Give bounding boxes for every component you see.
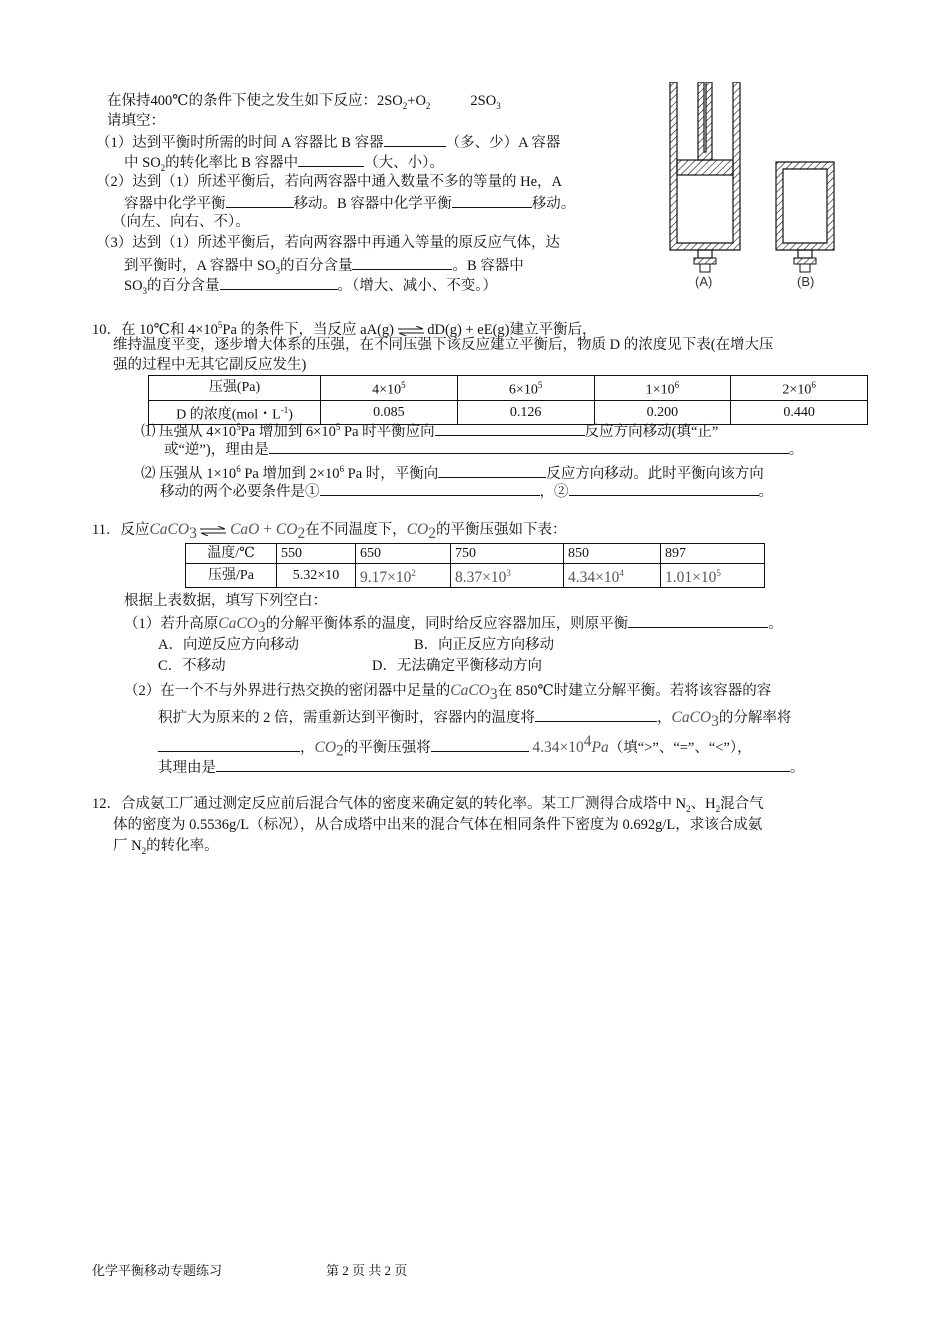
q9-part2-line2: 容器中化学平衡 移动。B 容器中化学平衡 移动。: [124, 193, 575, 213]
table-header-cell: 温度/℃: [186, 544, 277, 564]
q10-line1: 10．在 10℃和 $4\times 10^5Pa$ 的条件下，当反应 aA(g) dD(g) + eE(g)建立平衡后，: [92, 320, 597, 338]
q10-blank-5[interactable]: [569, 481, 759, 496]
table-cell: 0.200: [594, 400, 731, 425]
table-cell: 5.32×10: [277, 564, 356, 588]
container-diagram: [660, 82, 860, 297]
q9-blank-5[interactable]: [352, 255, 452, 270]
q10-blank-1[interactable]: [435, 421, 585, 436]
container-b: [776, 162, 834, 272]
q11-part2-line2: 积扩大为原来的 2 倍，需重新达到平衡时，容器内的温度将 ，CaCO$_3$的分解率将: [158, 709, 792, 730]
q11-part1: （1）若升高原CaCO$_3$的分解平衡体系的温度，同时给反应容器加压，则原平衡 。: [124, 615, 783, 636]
q10-line2: 维持温度平变，逐步增大体系的压强，在不同压强下该反应建立平衡后，物质 D 的浓度见下表(在增大压: [113, 337, 774, 353]
table-header-cell: 压强(Pa): [149, 376, 321, 401]
table-cell: 650: [356, 544, 451, 564]
table-cell: $8.37\times 10^3$: [451, 564, 564, 588]
q11-part2-line1: （2）在一个不与外界进行热交换的密闭器中足量的CaCO$_3$在 850℃时建立分解平衡。若将该容器的容: [124, 682, 772, 703]
q11-part2-line3: ，$CO_2$的平衡压强将 $4.34\times 10^4Pa$（填“>”、“=”、“<”），: [158, 733, 752, 761]
table-row: [149, 376, 868, 401]
q12-line2: 体的密度为 0.5536g/L（标况），从合成塔中出来的混合气体在相同条件下密度为 0.692g/L，求该合成氨: [113, 817, 763, 833]
table-cell: 897: [661, 544, 765, 564]
table-cell: $4\times 10^5$: [321, 376, 458, 401]
equilibrium-arrow-icon: [398, 326, 424, 336]
piston-rod: [698, 82, 712, 160]
equilibrium-arrow-icon: [200, 526, 226, 536]
table-cell: 550: [277, 544, 356, 564]
footer-page-number: 第 2 页 共 2 页: [326, 1263, 408, 1278]
q9-part3-line2: 到平衡时，A 容器中 $SO_3$的百分含量 。B 容器中: [124, 255, 524, 280]
table-cell: $1.01\times 10^5$: [661, 564, 765, 588]
q10-blank-2[interactable]: [269, 439, 789, 454]
q10-sub1-line1: ⑴ 压强从 $4\times 10^5Pa$ 增加到 $6\times 10^5$ Pa 时平衡应向 反应方向移动(填“正”: [141, 422, 719, 440]
q10-sub1-line2: 或“逆”)，理由是 。: [164, 439, 803, 459]
footer-title: 化学平衡移动专题练习: [92, 1263, 223, 1278]
q9-part1-line1: （1）达到平衡时所需的时间 A 容器比 B 容器 （多、少）A 容器: [96, 132, 560, 152]
q9-blank-4[interactable]: [452, 193, 532, 208]
q12-line1: 12．合成氨工厂通过测定反应前后混合气体的密度来确定氨的转化率。某工厂测得合成塔中 $N_2$、$H_2$混合气: [92, 796, 764, 814]
table-cell: $9.17\times 10^2$: [356, 564, 451, 588]
q9-intro: 在保持400℃的条件下使之发生如下反应：$2SO_2+O_2$ $2SO_3$: [107, 93, 501, 111]
table-header-cell: D 的浓度(mol・$L^{-1}$): [149, 400, 321, 425]
q9-part1-line2: 中 $SO_2$的转化率比 B 容器中 （大、小）。: [124, 152, 444, 177]
q9-part3-line1: （3）达到（1）所述平衡后，若向两容器中再通入等量的原反应气体，达: [96, 235, 560, 251]
q11-blank-2[interactable]: [535, 707, 657, 722]
q10-blank-4[interactable]: [320, 481, 540, 496]
label-a: (A): [695, 274, 713, 289]
table-cell: 0.440: [731, 400, 868, 425]
q11-option-c: C．不移动: [158, 658, 226, 674]
table-cell: $1\times 10^6$: [594, 376, 731, 401]
table-cell: $6\times 10^5$: [457, 376, 594, 401]
q9-part2-line1: （2）达到（1）所述平衡后，若向两容器中通入数量不多的等量的 He，A: [96, 174, 563, 190]
q11-blank-4[interactable]: [431, 737, 529, 752]
q10-blank-3[interactable]: [438, 463, 546, 478]
q10-sub2-line1: ⑵ 压强从 $1\times 10^6$ Pa 增加到 $2\times 10^6$ Pa 时，平衡向 反应方向移动。此时平衡向该方向: [141, 464, 764, 482]
q9-part2-line3: （向左、向右、不）。: [112, 214, 250, 230]
q11-part2-line4: 其理由是 。: [158, 757, 805, 777]
q11-pressure-table: [185, 543, 765, 588]
piston: [677, 160, 733, 175]
q10-sub2-line2: 移动的两个必要条件是① ，② 。: [160, 481, 773, 501]
q11-blank-3[interactable]: [158, 737, 300, 752]
container-a: [670, 82, 740, 272]
q10-line3: 强的过程中无其它副反应发生): [113, 357, 307, 373]
table-cell: $4.34\times 10^4$: [564, 564, 661, 588]
table-row: [186, 544, 765, 564]
q11-instruction: 根据上表数据，填写下列空白：: [124, 593, 327, 609]
q11-option-b: B．向正反应方向移动: [414, 637, 555, 653]
q9-blank-6[interactable]: [220, 275, 338, 290]
table-cell: $2\times 10^6$: [731, 376, 868, 401]
q11-blank-1[interactable]: [628, 613, 768, 628]
q9-blank-3[interactable]: [226, 193, 294, 208]
label-b: (B): [797, 274, 815, 289]
q9-fill-instruction: 请填空：: [107, 113, 165, 129]
q9-blank-2[interactable]: [298, 152, 364, 167]
table-cell: 850: [564, 544, 661, 564]
q11-option-a: A．向逆反应方向移动: [158, 637, 299, 653]
q12-line3: 厂 $N_2$的转化率。: [113, 838, 219, 856]
q11-blank-5[interactable]: [216, 757, 790, 772]
table-cell: 0.126: [457, 400, 594, 425]
table-row: [186, 564, 765, 588]
table-cell: 750: [451, 544, 564, 564]
table-header-cell: 压强/Pa: [186, 564, 277, 588]
q9-part3-line3: $SO_3$的百分含量 。（增大、减小、不变。）: [124, 275, 497, 300]
table-cell: 0.085: [321, 400, 458, 425]
q11-option-d: D．无法确定平衡移动方向: [372, 658, 542, 674]
q11-line1: 11．反应CaCO$_3$ CaO + $CO_2$在不同温度下，$CO_2$的平衡压强如下表：: [92, 521, 567, 542]
q9-blank-1[interactable]: [384, 132, 446, 147]
